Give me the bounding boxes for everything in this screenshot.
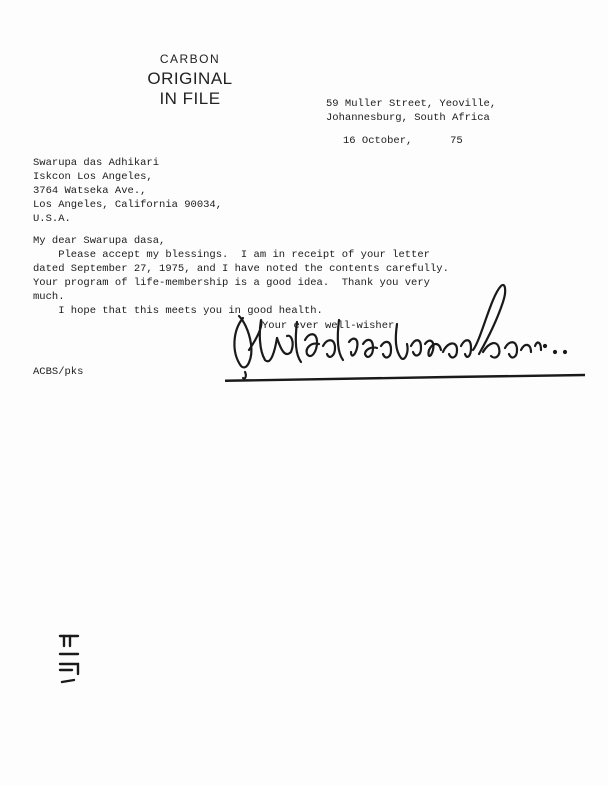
carbon-stamp-label: CARBON [159,52,221,66]
original-stamp-label: ORIGINAL [147,69,233,88]
handwritten-signature [225,280,585,405]
recipient-org: Iskcon Los Angeles, [33,171,153,183]
salutation: My dear Swarupa dasa, [33,235,166,247]
sender-address-line-1: 59 Muller Street, Yeoville, [326,98,497,110]
reference-initials: ACBS/pks [33,366,84,378]
recipient-city: Los Angeles, California 90034, [33,199,223,211]
sender-address-line-2: Johannesburg, South Africa [326,112,490,124]
closing-line: Your ever well-wisher, [262,320,401,332]
letter-date: 16 October, 75 [343,135,463,147]
body-line-3: Your program of life-membership is a good idea. Thank you very [33,277,430,289]
body-line-5: I hope that this meets you in good health. [33,305,323,317]
recipient-name: Swarupa das Adhikari [33,157,160,169]
body-line-4: much. [33,291,65,303]
file-mark-handwriting [56,630,86,690]
recipient-country: U.S.A. [33,213,71,225]
in-file-stamp-label: IN FILE [159,89,221,108]
recipient-street: 3764 Watseka Ave., [33,185,147,197]
body-line-1: Please accept my blessings. I am in receipt of your letter [33,249,430,261]
body-line-2: dated September 27, 1975, and I have noted the contents carefully. [33,263,449,275]
